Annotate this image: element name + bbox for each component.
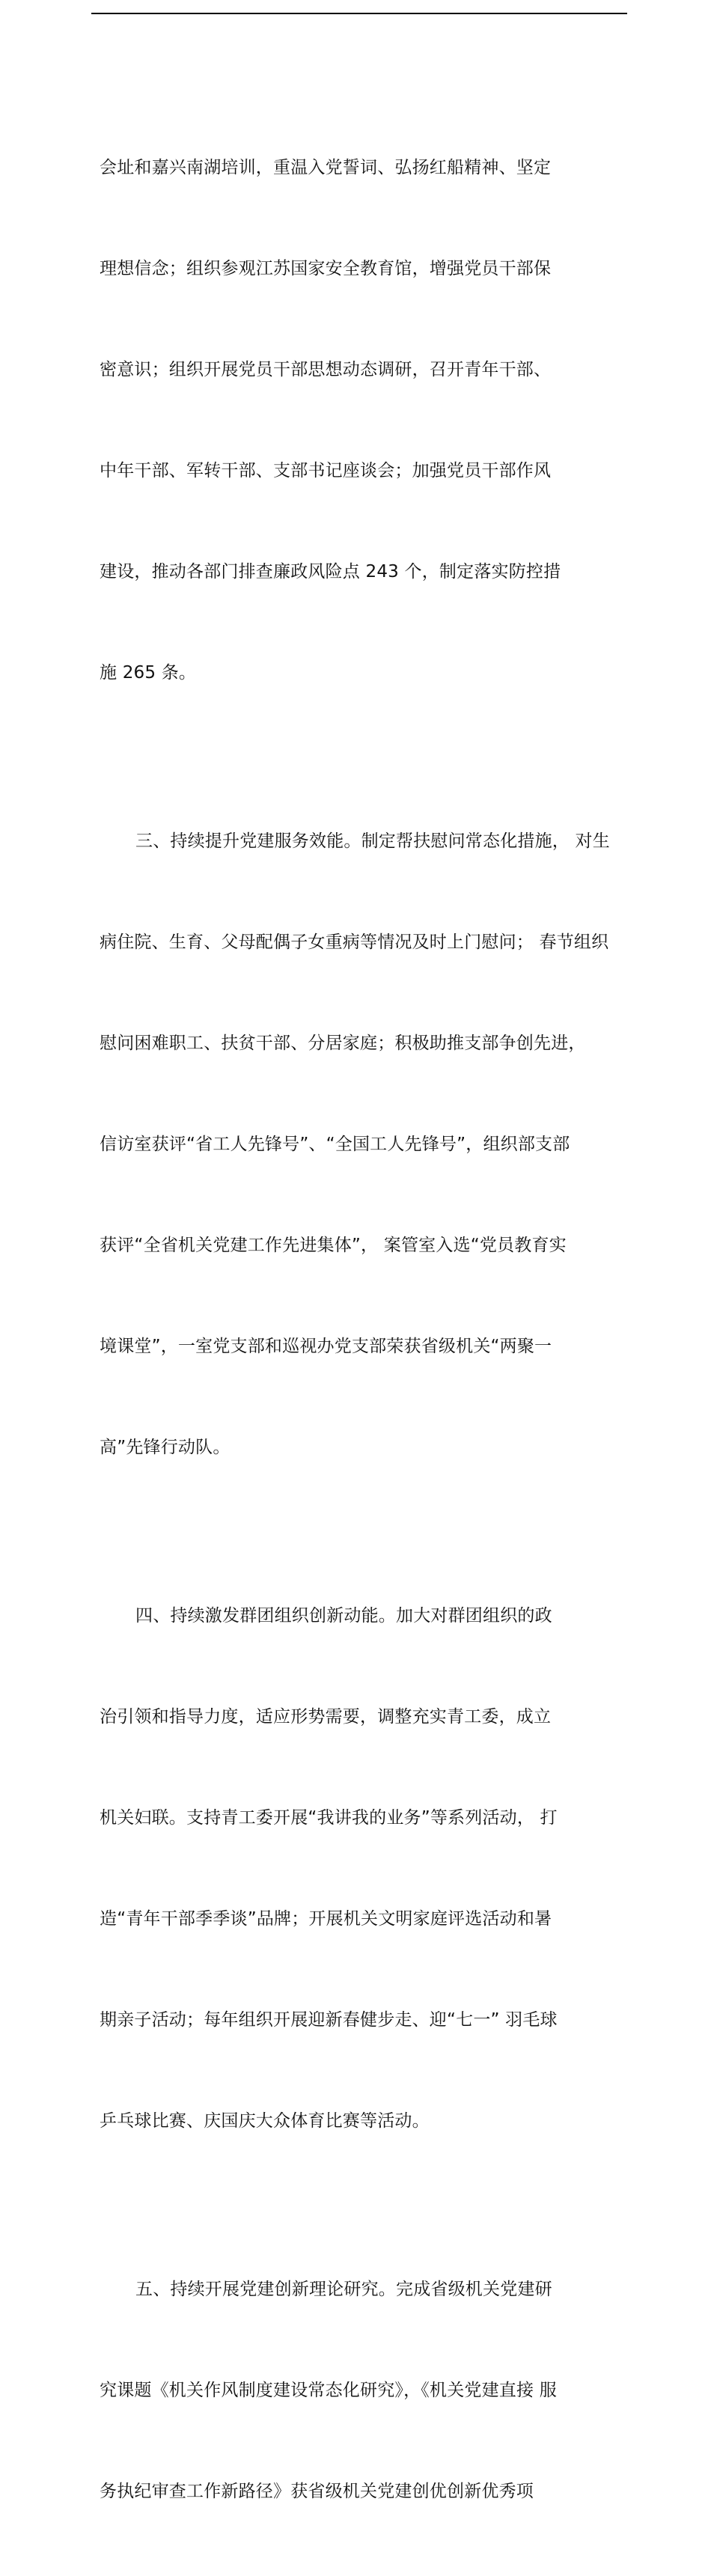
- text-line: 务执纪审查工作新路径》获省级机关党建创优创新优秀项: [100, 2482, 534, 2501]
- text-line: 理想信念；组织参观江苏国家安全教育馆，增强党员干部保: [100, 259, 552, 278]
- text-line: 获评“全省机关党建工作先进集体”， 案管室入选“党员教育实: [100, 1236, 567, 1255]
- text-line: 四、持续激发群团组织创新动能。加大对群团组织的政: [135, 1606, 552, 1626]
- paragraph-section-three: [100, 757, 616, 1532]
- text-line: 病住院、生育、父母配偶子女重病等情况及时上门慰问； 春节组织: [100, 933, 609, 952]
- text-line: 密意识；组织开展党员干部思想动态调研，召开青年干部、: [100, 360, 552, 379]
- text-line: 信访室获评“省工人先锋号”、“全国工人先锋号”，组织部支部: [100, 1135, 570, 1154]
- text-line: 境课堂”，一室党支部和巡视办党支部荣获省级机关“两聚一: [100, 1337, 552, 1356]
- text-line: 高”先锋行动队。: [100, 1438, 231, 1457]
- text-line: 期亲子活动；每年组织开展迎新春健步走、迎“七一” 羽毛球: [100, 2010, 558, 2030]
- paragraph-section-four: [100, 1532, 616, 2206]
- text-line: 会址和嘉兴南湖培训，重温入党誓词、弘扬红船精神、坚定: [100, 158, 552, 177]
- text-line: 建设，推动各部门排查廉政风险点 243 个，制定落实防控措: [100, 562, 561, 582]
- text-line: 三、持续提升党建服务效能。制定帮扶慰问常态化措施， 对生: [135, 831, 610, 851]
- text-line: 造“青年干部季季谈”品牌；开展机关文明家庭评选活动和暑: [100, 1909, 552, 1929]
- text-line: 究课题《机关作风制度建设常态化研究》，《机关党建直接 服: [100, 2381, 557, 2400]
- text-line: 机关妇联。支持青工委开展“我讲我的业务”等系列活动， 打: [100, 1808, 558, 1828]
- paragraph-section-five: [100, 2206, 616, 2576]
- header-rule: [91, 13, 627, 14]
- text-line: 中年干部、军转干部、支部书记座谈会；加强党员干部作风: [100, 461, 552, 480]
- text-line: 施 265 条。: [100, 663, 197, 683]
- text-line: 治引领和指导力度，适应形势需要，调整充实青工委，成立: [100, 1707, 552, 1727]
- text-line: 乒乓球比赛、庆国庆大众体育比赛等活动。: [100, 2111, 430, 2131]
- document-body: [100, 84, 616, 2576]
- text-line: 五、持续开展党建创新理论研究。完成省级机关党建研: [135, 2280, 552, 2299]
- text-line: 慰问困难职工、扶贫干部、分居家庭；积极助推支部争创先进，: [100, 1034, 586, 1053]
- paragraph-continued: [100, 84, 616, 757]
